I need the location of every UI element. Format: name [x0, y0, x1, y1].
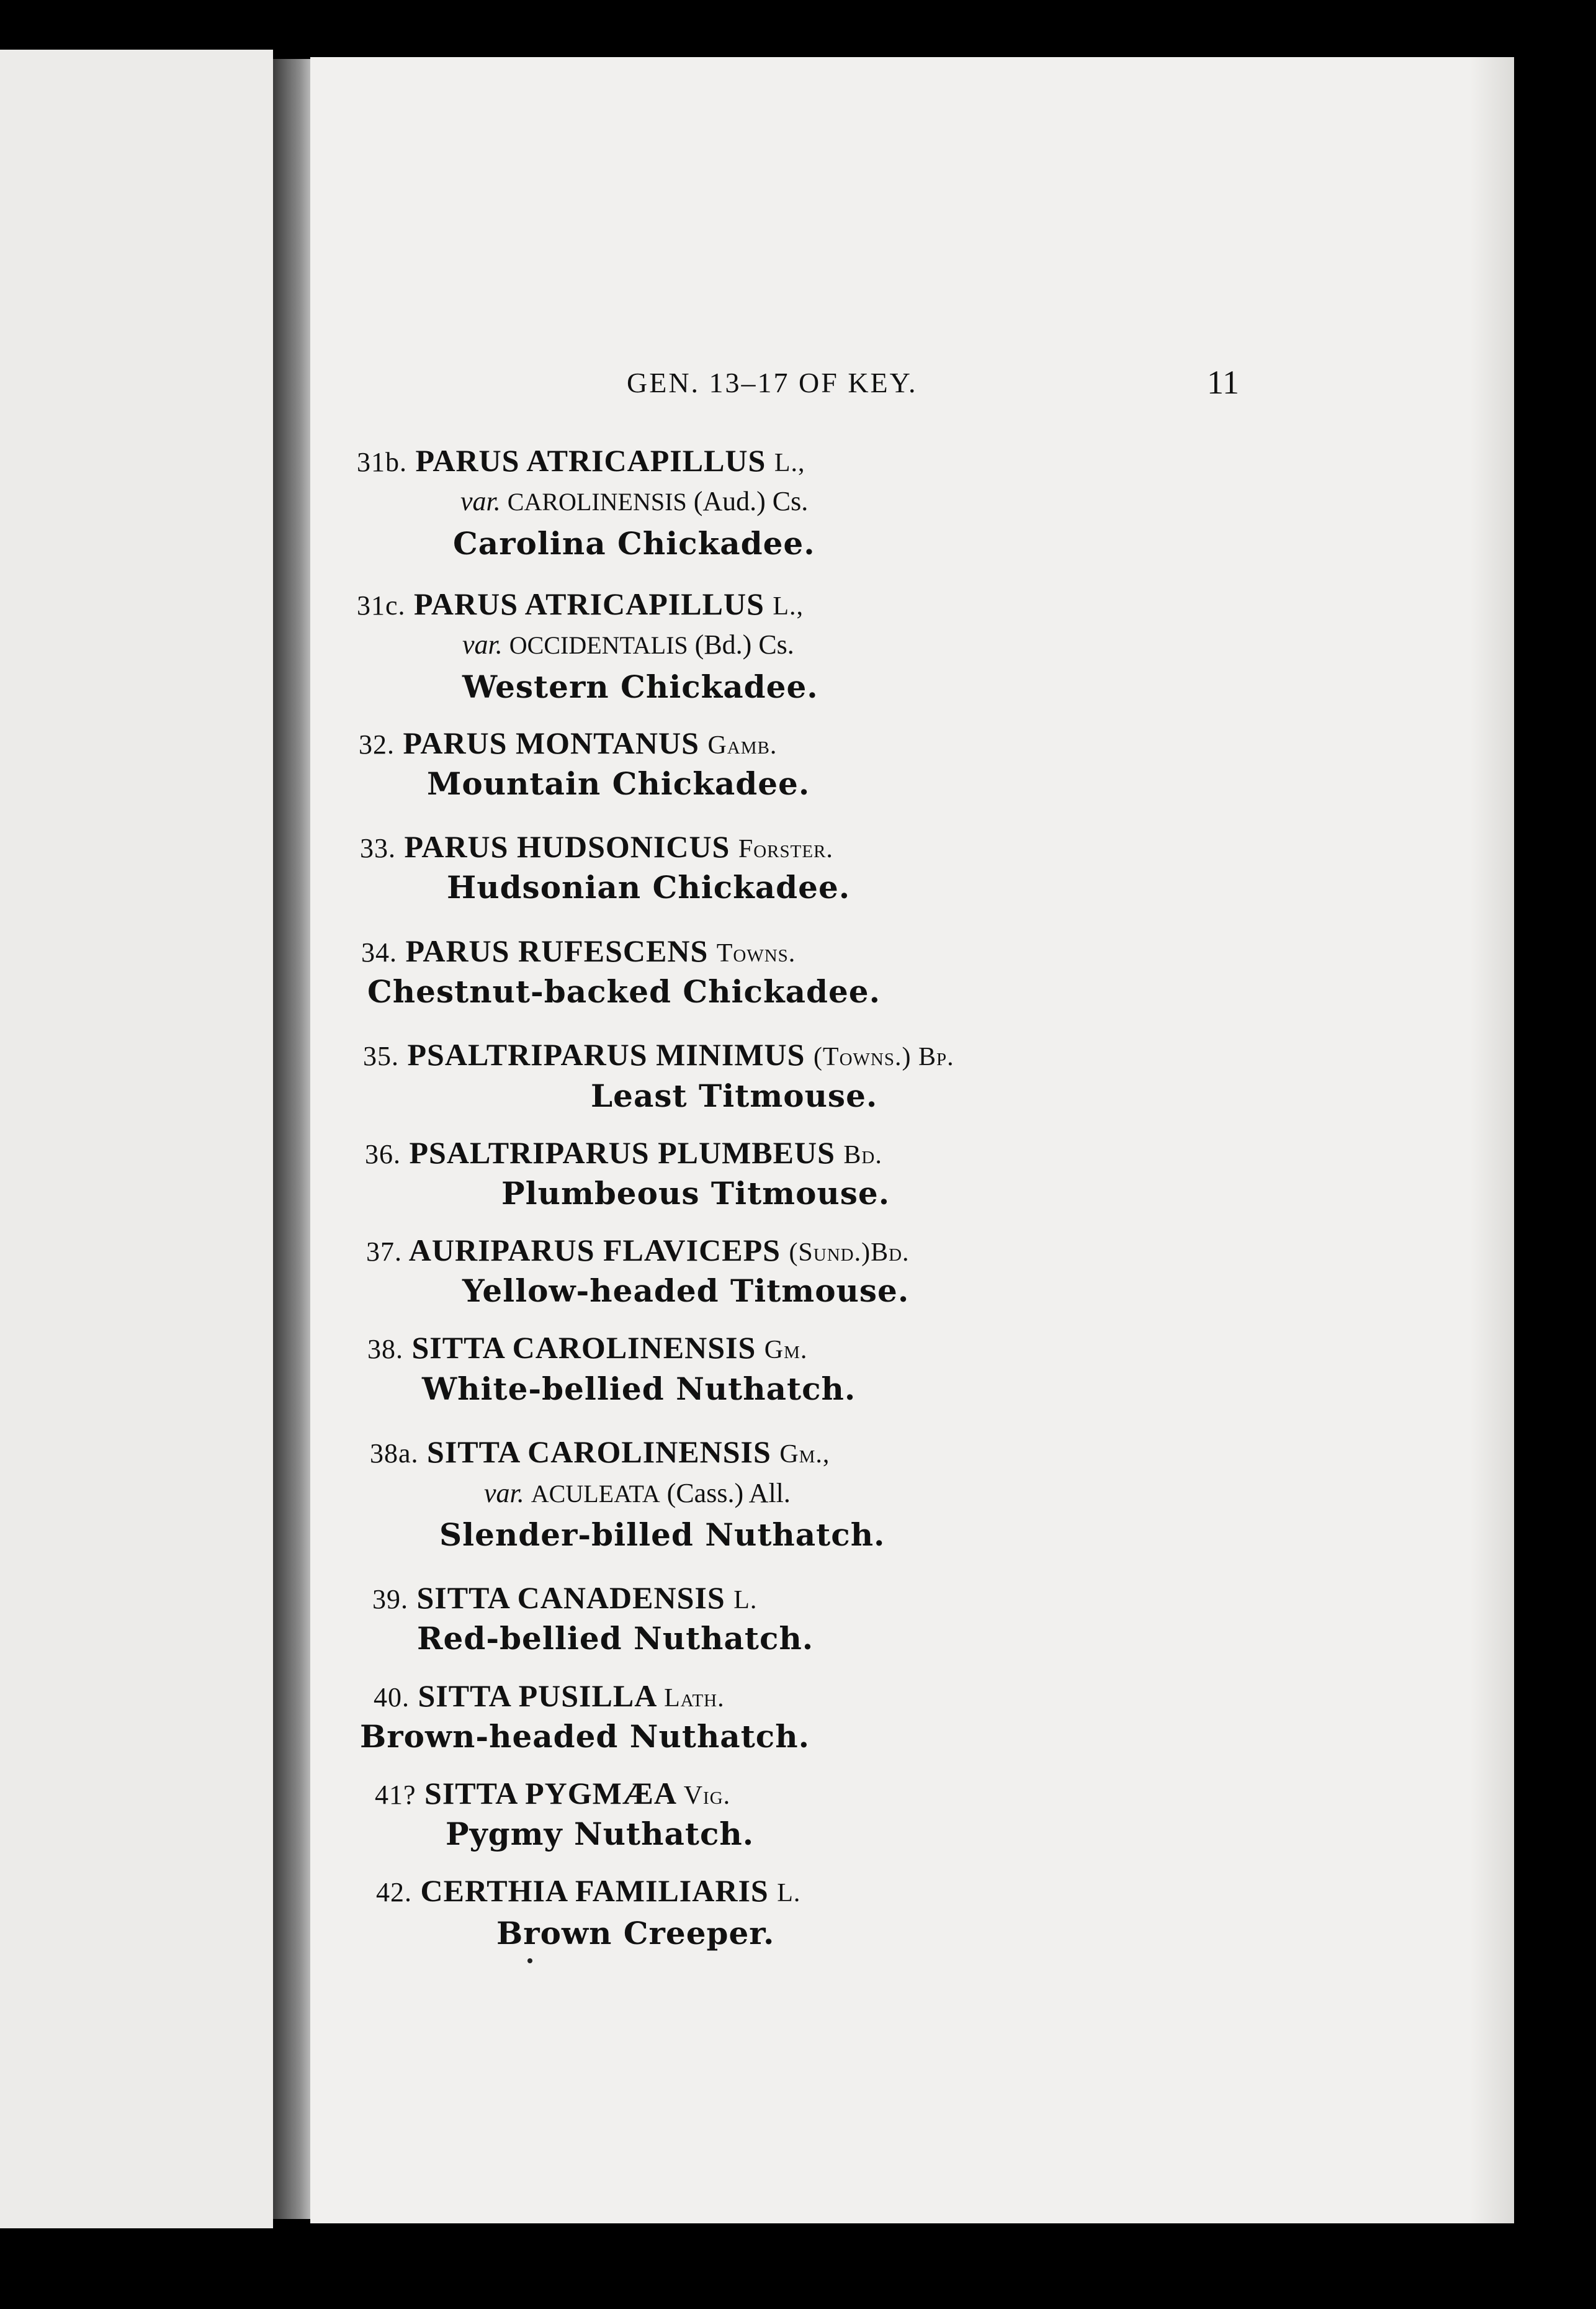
variety-line: var. OCCIDENTALIS (Bd.) Cs. [462, 629, 794, 660]
common-name: White-bellied Nuthatch. [422, 1371, 856, 1407]
common-name: Least Titmouse. [591, 1078, 878, 1114]
common-name: Pygmy Nuthatch. [446, 1816, 755, 1852]
entry-heading: 32. PARUS MONTANUS Gamb. [359, 726, 778, 760]
entry-heading: 40. SITTA PUSILLA Lath. [374, 1678, 725, 1713]
page-number: 11 [1207, 364, 1239, 401]
entry-heading: 33. PARUS HUDSONICUS Forster. [360, 829, 833, 864]
entry-heading: 31c. PARUS ATRICAPILLUS L., [357, 587, 804, 621]
entry-heading: 41? SITTA PYGMÆA Vig. [375, 1776, 731, 1811]
common-name: Hudsonian Chickadee. [447, 869, 851, 906]
ink-speck [527, 1958, 532, 1963]
entry-heading: 37. AURIPARUS FLAVICEPS (Sund.)Bd. [366, 1233, 910, 1267]
running-head: GEN. 13–17 OF KEY. [627, 367, 918, 398]
variety-line: var. ACULEATA (Cass.) All. [484, 1478, 791, 1508]
entry-heading: 42. CERTHIA FAMILIARIS L. [376, 1873, 801, 1908]
entry-heading: 31b. PARUS ATRICAPILLUS L., [357, 443, 805, 478]
entry-heading: 38. SITTA CAROLINENSIS Gm. [367, 1330, 808, 1365]
common-name: Slender-billed Nuthatch. [439, 1516, 885, 1553]
book-spine [273, 59, 310, 2219]
common-name: Red-bellied Nuthatch. [417, 1620, 814, 1657]
entry-heading: 39. SITTA CANADENSIS L. [372, 1580, 758, 1615]
entry-heading: 34. PARUS RUFESCENS Towns. [361, 934, 796, 968]
entry-heading: 36. PSALTRIPARUS PLUMBEUS Bd. [365, 1135, 882, 1170]
page-edge-shadow [1469, 57, 1514, 2223]
common-name: Brown-headed Nuthatch. [360, 1718, 810, 1755]
entry-heading: 38a. SITTA CAROLINENSIS Gm., [370, 1434, 830, 1469]
entry-heading: 35. PSALTRIPARUS MINIMUS (Towns.) Bp. [363, 1037, 954, 1072]
common-name: Mountain Chickadee. [427, 765, 810, 802]
common-name: Brown Creeper. [496, 1915, 775, 1951]
common-name: Chestnut-backed Chickadee. [367, 973, 881, 1010]
variety-line: var. CAROLINENSIS (Aud.) Cs. [460, 486, 809, 516]
common-name: Yellow-headed Titmouse. [462, 1272, 910, 1309]
common-name: Plumbeous Titmouse. [501, 1175, 890, 1212]
common-name: Western Chickadee. [462, 668, 818, 705]
left-page-margin [0, 50, 273, 2228]
common-name: Carolina Chickadee. [453, 525, 815, 562]
